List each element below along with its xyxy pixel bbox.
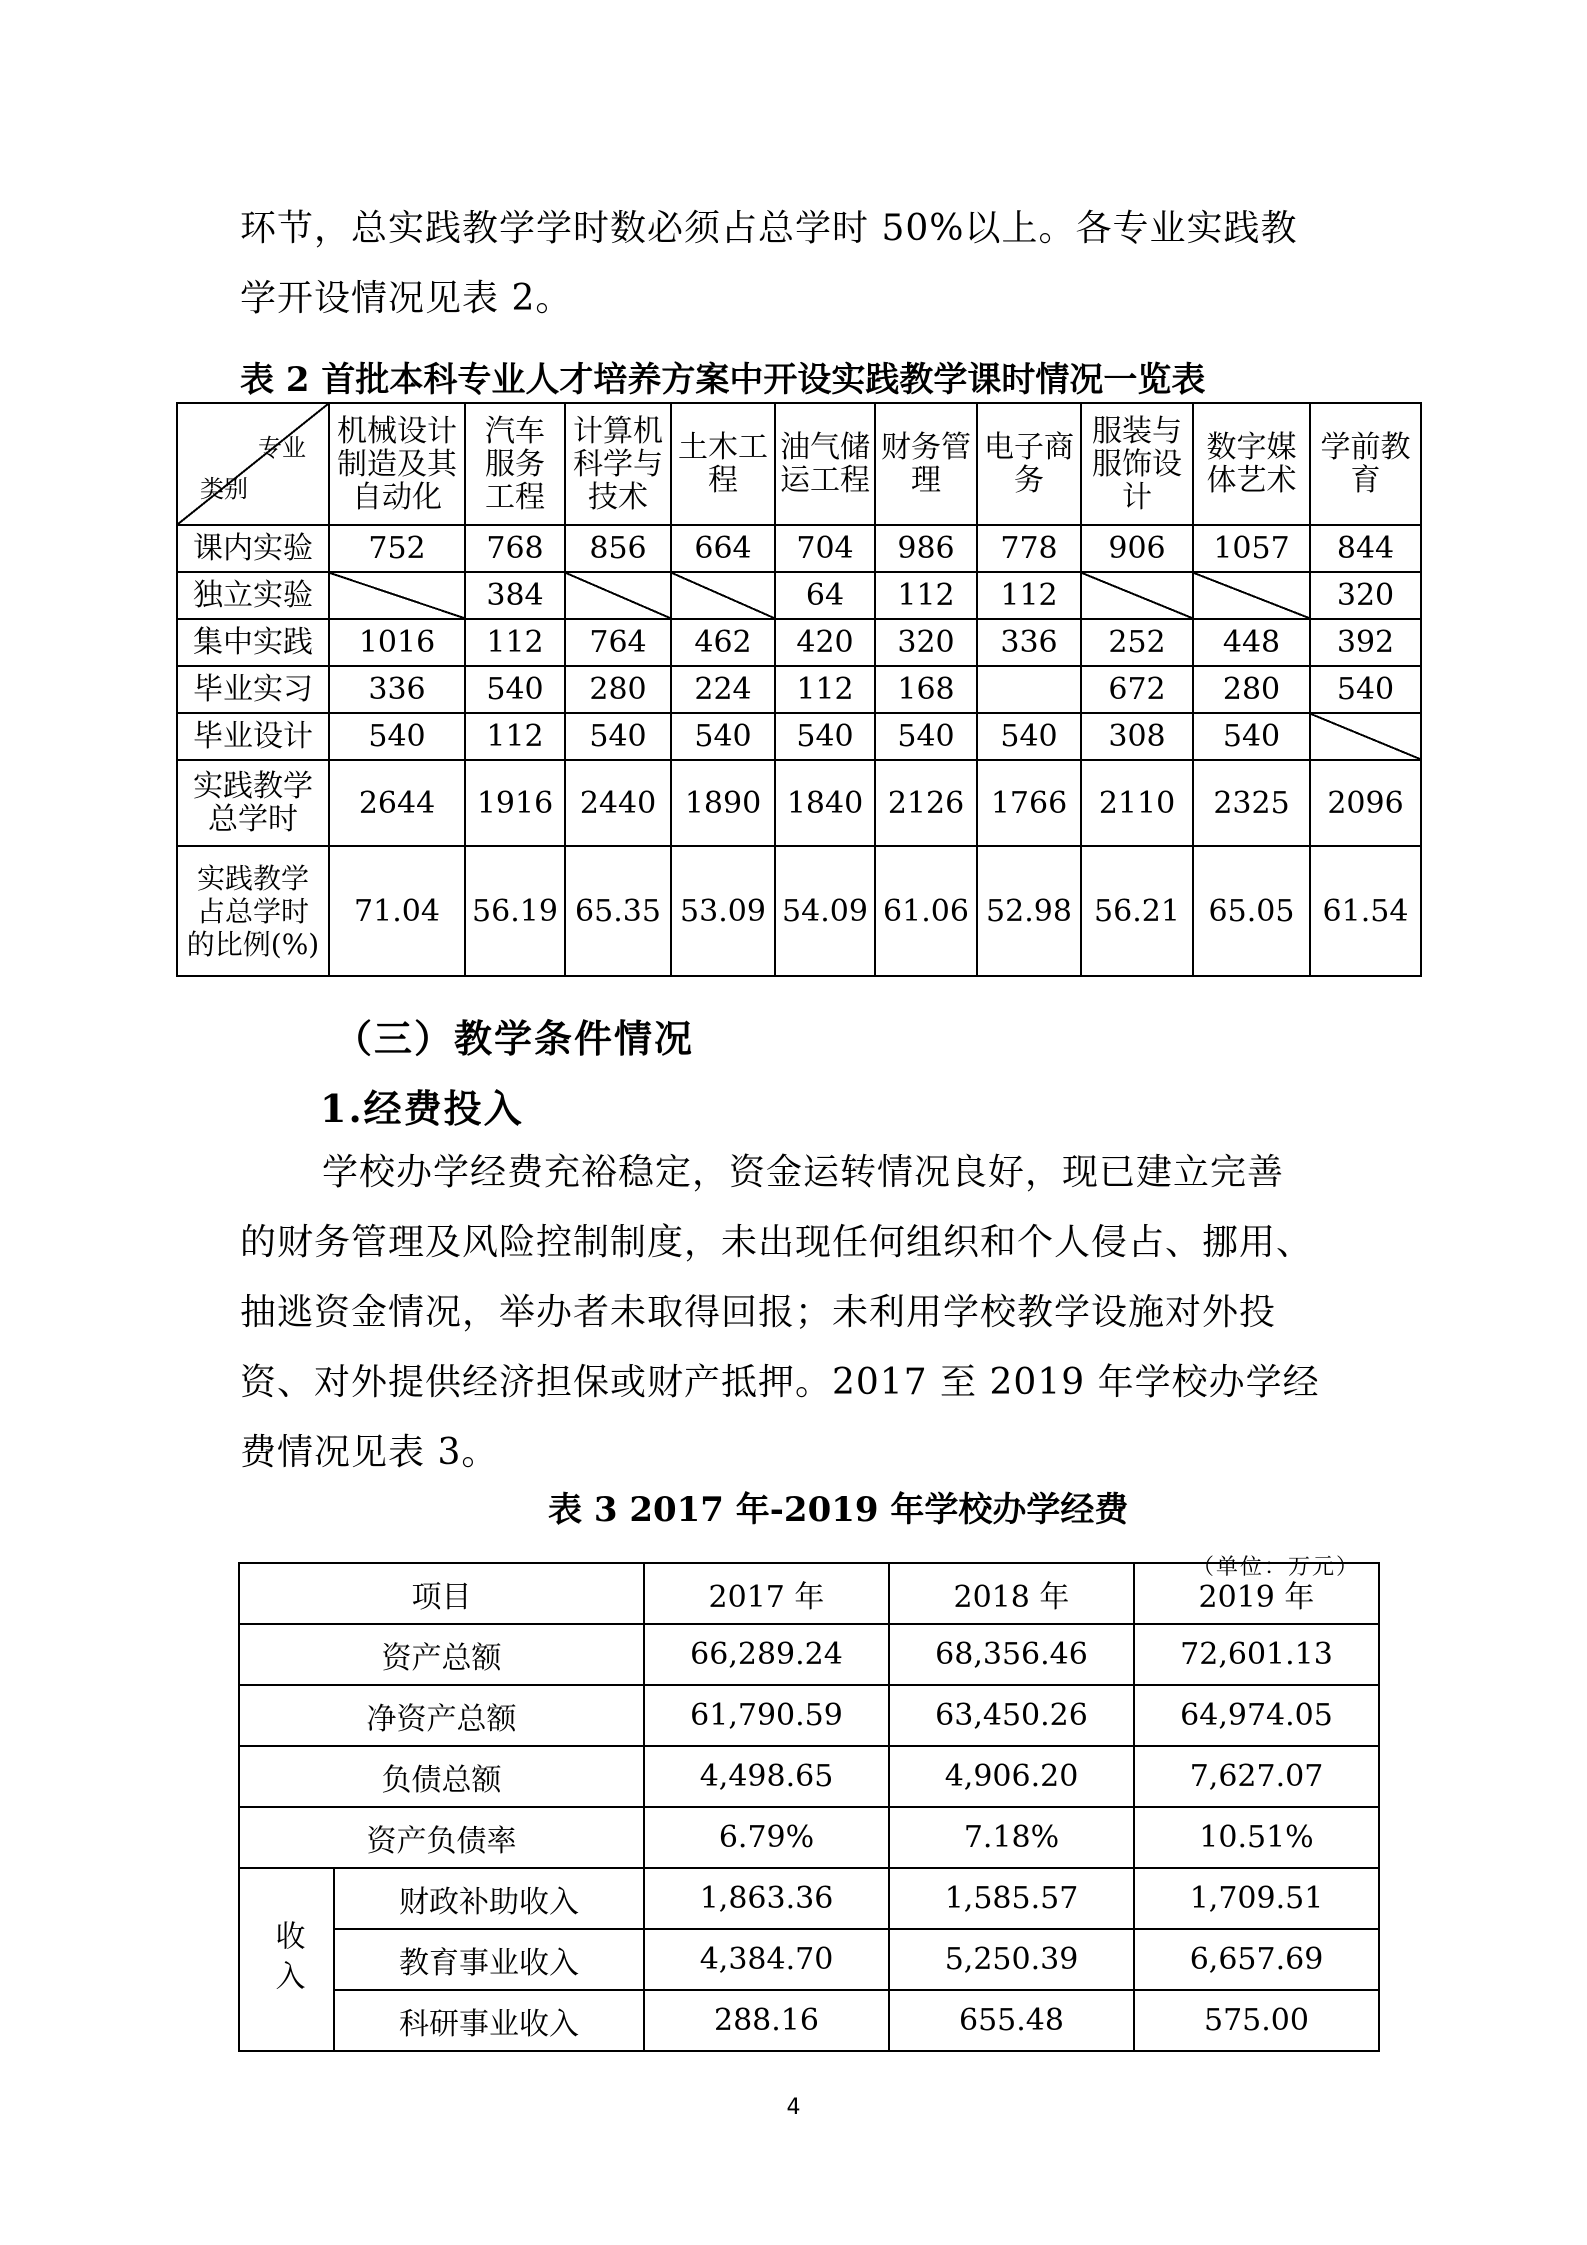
empty-slash-cell: [565, 572, 671, 619]
cell: 392: [1310, 619, 1421, 666]
income-group-label: 收入: [239, 1868, 334, 2051]
table-row: [177, 713, 1421, 760]
cell: 71.04: [329, 846, 465, 976]
header-cell: 项目: [239, 1563, 644, 1624]
major-header: 电子商 务: [977, 403, 1081, 525]
cell: 540: [329, 713, 465, 760]
major-header: 油气储 运工程: [775, 403, 875, 525]
cell: 61.06: [875, 846, 977, 976]
empty-slash-cell: [329, 572, 465, 619]
cell: 906: [1081, 525, 1193, 572]
cell: 112: [775, 666, 875, 713]
cell: 672: [1081, 666, 1193, 713]
cell: 540: [465, 666, 565, 713]
cell: 53.09: [671, 846, 775, 976]
table-row: [239, 1624, 1379, 1685]
practice-hours-table: [176, 402, 1422, 977]
cell: 4,498.65: [644, 1746, 889, 1807]
table-row: [239, 1929, 1379, 1990]
cell: 664: [671, 525, 775, 572]
table-row: [177, 760, 1421, 846]
cell: 1916: [465, 760, 565, 846]
cell: 752: [329, 525, 465, 572]
cell: 7,627.07: [1134, 1746, 1379, 1807]
cell: 540: [875, 713, 977, 760]
cell: 308: [1081, 713, 1193, 760]
cell: 1890: [671, 760, 775, 846]
corner-cell: [177, 403, 329, 525]
cell: 1,863.36: [644, 1868, 889, 1929]
cell: 252: [1081, 619, 1193, 666]
major-header: 土木工 程: [671, 403, 775, 525]
table-row: [239, 1807, 1379, 1868]
cell: 1016: [329, 619, 465, 666]
cell: 320: [1310, 572, 1421, 619]
cell: 2440: [565, 760, 671, 846]
row-label: 实践教学 占总学时 的比例(%): [177, 846, 329, 976]
cell: 61.54: [1310, 846, 1421, 976]
major-header: 计算机 科学与 技术: [565, 403, 671, 525]
major-header: 数字媒 体艺术: [1193, 403, 1310, 525]
row-label: 科研事业收入: [334, 1990, 644, 2051]
table-header-row: [177, 403, 1421, 525]
paragraph-line: 学校办学经费充裕稳定，资金运转情况良好，现已建立完善: [322, 1152, 1285, 1193]
funding-paragraph: [240, 1138, 1350, 1488]
table2-caption: 表 2 首批本科专业人才培养方案中开设实践教学课时情况一览表: [240, 360, 1206, 400]
cell: 1840: [775, 760, 875, 846]
major-header: 汽车 服务 工程: [465, 403, 565, 525]
section-heading: （三）教学条件情况: [334, 1016, 695, 1061]
table-row: [239, 1685, 1379, 1746]
cell: 336: [977, 619, 1081, 666]
cell: 280: [1193, 666, 1310, 713]
cell: 540: [1193, 713, 1310, 760]
row-label: 资产总额: [239, 1624, 644, 1685]
major-header: 机械设计 制造及其 自动化: [329, 403, 465, 525]
cell: 540: [775, 713, 875, 760]
cell: 704: [775, 525, 875, 572]
cell: 2644: [329, 760, 465, 846]
cell: 420: [775, 619, 875, 666]
paragraph-line: 抽逃资金情况，举办者未取得回报；未利用学校教学设施对外投: [240, 1292, 1277, 1333]
cell: 540: [977, 713, 1081, 760]
cell: 56.21: [1081, 846, 1193, 976]
cell: 112: [465, 713, 565, 760]
intro-paragraph: [240, 194, 1350, 334]
row-label: 资产负债率: [239, 1807, 644, 1868]
cell: 61,790.59: [644, 1685, 889, 1746]
cell: 52.98: [977, 846, 1081, 976]
empty-slash-cell: [1193, 572, 1310, 619]
cell: 1,709.51: [1134, 1868, 1379, 1929]
row-label: 财政补助收入: [334, 1868, 644, 1929]
page-number: 4: [786, 2095, 801, 2120]
row-label: 集中实践: [177, 619, 329, 666]
cell: 448: [1193, 619, 1310, 666]
paragraph-line: 环节，总实践教学学时数必须占总学时 50%以上。各专业实践教: [240, 208, 1298, 249]
cell: 64: [775, 572, 875, 619]
cell: 986: [875, 525, 977, 572]
paragraph-line: 费情况见表 3。: [240, 1432, 499, 1473]
paragraph-line: 学开设情况见表 2。: [240, 278, 573, 319]
cell: 540: [565, 713, 671, 760]
cell: 1766: [977, 760, 1081, 846]
cell: 112: [465, 619, 565, 666]
cell: 462: [671, 619, 775, 666]
cell: 2126: [875, 760, 977, 846]
funding-table: [238, 1562, 1380, 2052]
row-label: 毕业设计: [177, 713, 329, 760]
cell: 7.18%: [889, 1807, 1134, 1868]
cell: 2110: [1081, 760, 1193, 846]
cell: 288.16: [644, 1990, 889, 2051]
cell: 63,450.26: [889, 1685, 1134, 1746]
cell: 168: [875, 666, 977, 713]
cell: [977, 666, 1081, 713]
cell: 320: [875, 619, 977, 666]
cell: 2325: [1193, 760, 1310, 846]
empty-slash-cell: [671, 572, 775, 619]
cell: 68,356.46: [889, 1624, 1134, 1685]
cell: 2096: [1310, 760, 1421, 846]
paragraph-line: 资、对外提供经济担保或财产抵押。2017 至 2019 年学校办学经: [240, 1362, 1320, 1403]
cell: 6,657.69: [1134, 1929, 1379, 1990]
major-header: 学前教 育: [1310, 403, 1421, 525]
table-row: [239, 1990, 1379, 2051]
cell: 844: [1310, 525, 1421, 572]
empty-slash-cell: [1310, 713, 1421, 760]
cell: 224: [671, 666, 775, 713]
row-label: 实践教学 总学时: [177, 760, 329, 846]
row-label: 毕业实习: [177, 666, 329, 713]
row-label: 教育事业收入: [334, 1929, 644, 1990]
cell: 112: [977, 572, 1081, 619]
table-row: [177, 846, 1421, 976]
major-header: 财务管 理: [875, 403, 977, 525]
cell: 1057: [1193, 525, 1310, 572]
header-cell: 2017 年: [644, 1563, 889, 1624]
cell: 66,289.24: [644, 1624, 889, 1685]
cell: 6.79%: [644, 1807, 889, 1868]
cell: 112: [875, 572, 977, 619]
paragraph-line: 的财务管理及风险控制制度，未出现任何组织和个人侵占、挪用、: [240, 1222, 1314, 1263]
row-label: 课内实验: [177, 525, 329, 572]
table-row: [177, 572, 1421, 619]
table3-caption: 表 3 2017 年-2019 年学校办学经费: [548, 1490, 1129, 1530]
cell: 64,974.05: [1134, 1685, 1379, 1746]
table-row: [177, 525, 1421, 572]
header-cell: 2019 年: [1134, 1563, 1379, 1624]
cell: 56.19: [465, 846, 565, 976]
cell: 280: [565, 666, 671, 713]
cell: 4,384.70: [644, 1929, 889, 1990]
cell: 764: [565, 619, 671, 666]
cell: 1,585.57: [889, 1868, 1134, 1929]
cell: 655.48: [889, 1990, 1134, 2051]
row-label: 净资产总额: [239, 1685, 644, 1746]
cell: 72,601.13: [1134, 1624, 1379, 1685]
corner-label-category: 类别: [200, 475, 248, 503]
cell: 54.09: [775, 846, 875, 976]
cell: 575.00: [1134, 1990, 1379, 2051]
major-header: 服装与 服饰设 计: [1081, 403, 1193, 525]
corner-label-major: 专业: [258, 434, 306, 462]
empty-slash-cell: [1081, 572, 1193, 619]
cell: 10.51%: [1134, 1807, 1379, 1868]
table-row: [239, 1868, 1379, 1929]
cell: 4,906.20: [889, 1746, 1134, 1807]
table-row: [177, 666, 1421, 713]
unit-label: （单位：万元）: [1192, 1555, 1361, 1580]
cell: 65.05: [1193, 846, 1310, 976]
row-label: 独立实验: [177, 572, 329, 619]
cell: 65.35: [565, 846, 671, 976]
cell: 540: [671, 713, 775, 760]
cell: 778: [977, 525, 1081, 572]
table-header-row: [239, 1563, 1379, 1624]
table-row: [239, 1746, 1379, 1807]
cell: 768: [465, 525, 565, 572]
cell: 5,250.39: [889, 1929, 1134, 1990]
cell: 540: [1310, 666, 1421, 713]
cell: 384: [465, 572, 565, 619]
header-cell: 2018 年: [889, 1563, 1134, 1624]
row-label: 负债总额: [239, 1746, 644, 1807]
table-row: [177, 619, 1421, 666]
cell: 856: [565, 525, 671, 572]
cell: 336: [329, 666, 465, 713]
subsection-heading: 1.经费投入: [320, 1086, 524, 1131]
